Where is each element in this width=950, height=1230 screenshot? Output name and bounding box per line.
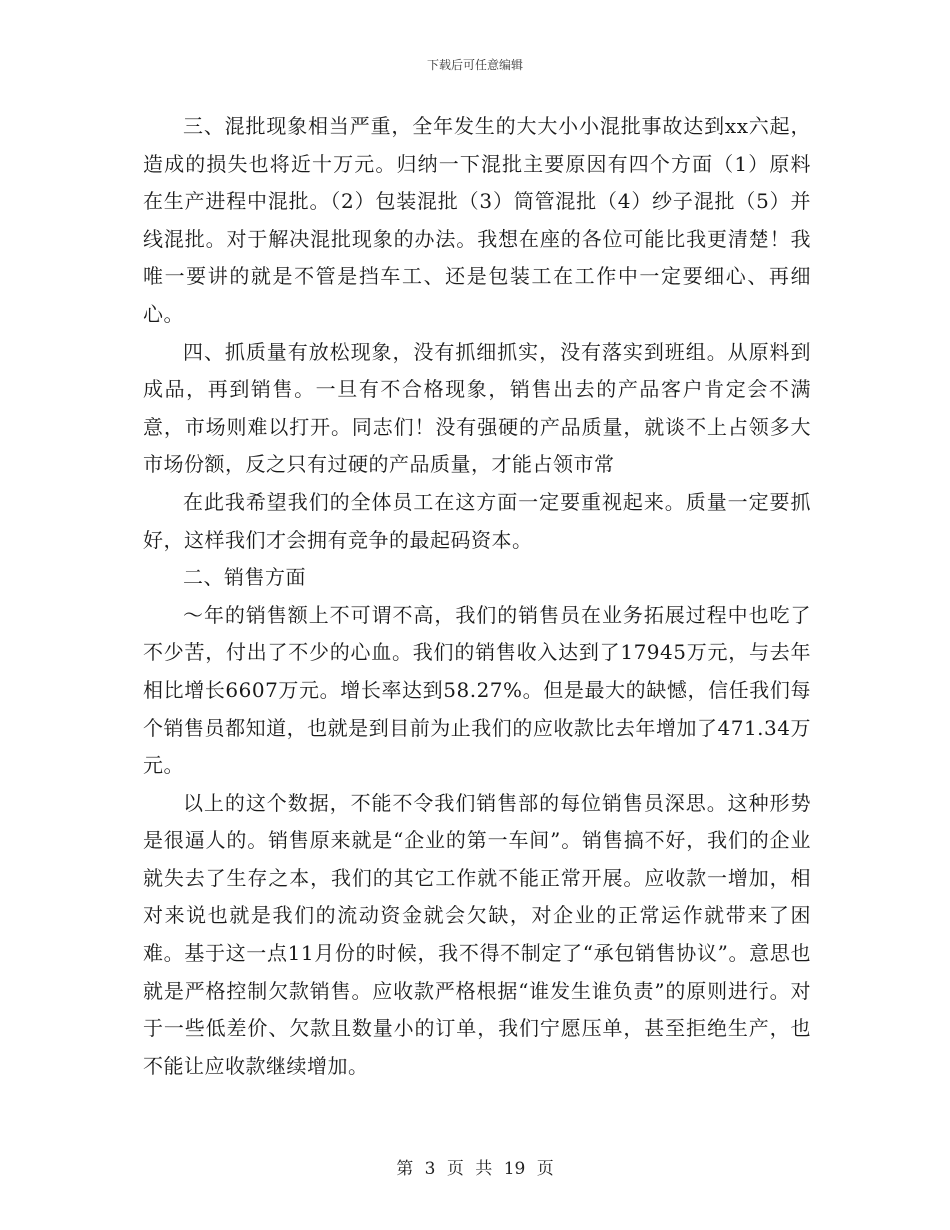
section-heading-sales: 二、销售方面 (183, 565, 306, 590)
page-header-note: 下载后可任意编辑 (426, 58, 523, 72)
paragraph-quality-lax: 四、抓质量有放松现象，没有抓细抓实，没有落实到班组。从原料到成品，再到销售。一旦有不合格现象，销售出去的产品客户肯定会不满意，市场则难以打开。同志们！没有强硬的产品质量，就谈不上占领多大市场份额，反之只有过硬的产品质量，才能占领市常 (143, 339, 811, 477)
page-number-footer: 第 3 页 共 19 页 (396, 1159, 554, 1179)
document-body (143, 108, 811, 1085)
paragraph-quality-hope: 在此我希望我们的全体员工在这方面一定要重视起来。质量一定要抓好，这样我们才会拥有竞争的最起码资本。 (143, 489, 811, 552)
paragraph-sales-figures: ～年的销售额上不可谓不高，我们的销售员在业务拓展过程中也吃了不少苦，付出了不少的心血。我们的销售收入达到了17945万元，与去年相比增长6607万元。增长率达到58.27%。但是最大的缺憾，信任我们每个销售员都知道，也就是到目前为止我们的应收款比去年增加了471.34万元。 (143, 602, 811, 778)
paragraph-sales-reflection: 以上的这个数据，不能不令我们销售部的每位销售员深思。这种形势是很逼人的。销售原来就是“企业的第一车间”。销售搞不好，我们的企业就失去了生存之本，我们的其它工作就不能正常开展。应收款一增加，相对来说也就是我们的流动资金就会欠缺，对企业的正常运作就带来了困难。基于这一点11月份的时候，我不得不制定了“承包销售协议”。意思也就是严格控制欠款销售。应收款严格根据“谁发生谁负责”的原则进行。对于一些低差价、欠款且数量小的订单，我们宁愿压单，甚至拒绝生产，也不能让应收款继续增加。 (143, 790, 811, 1078)
paragraph-mixed-batch: 三、混批现象相当严重，全年发生的大大小小混批事故达到xx六起，造成的损失也将近十万元。归纳一下混批主要原因有四个方面（1）原料在生产进程中混批。（2）包装混批（3）筒管混批（4）纱子混批（5）并线混批。对于解决混批现象的办法。我想在座的各位可能比我更清楚！我唯一要讲的就是不管是挡车工、还是包装工在工作中一定要细心、再细心。 (143, 114, 811, 326)
